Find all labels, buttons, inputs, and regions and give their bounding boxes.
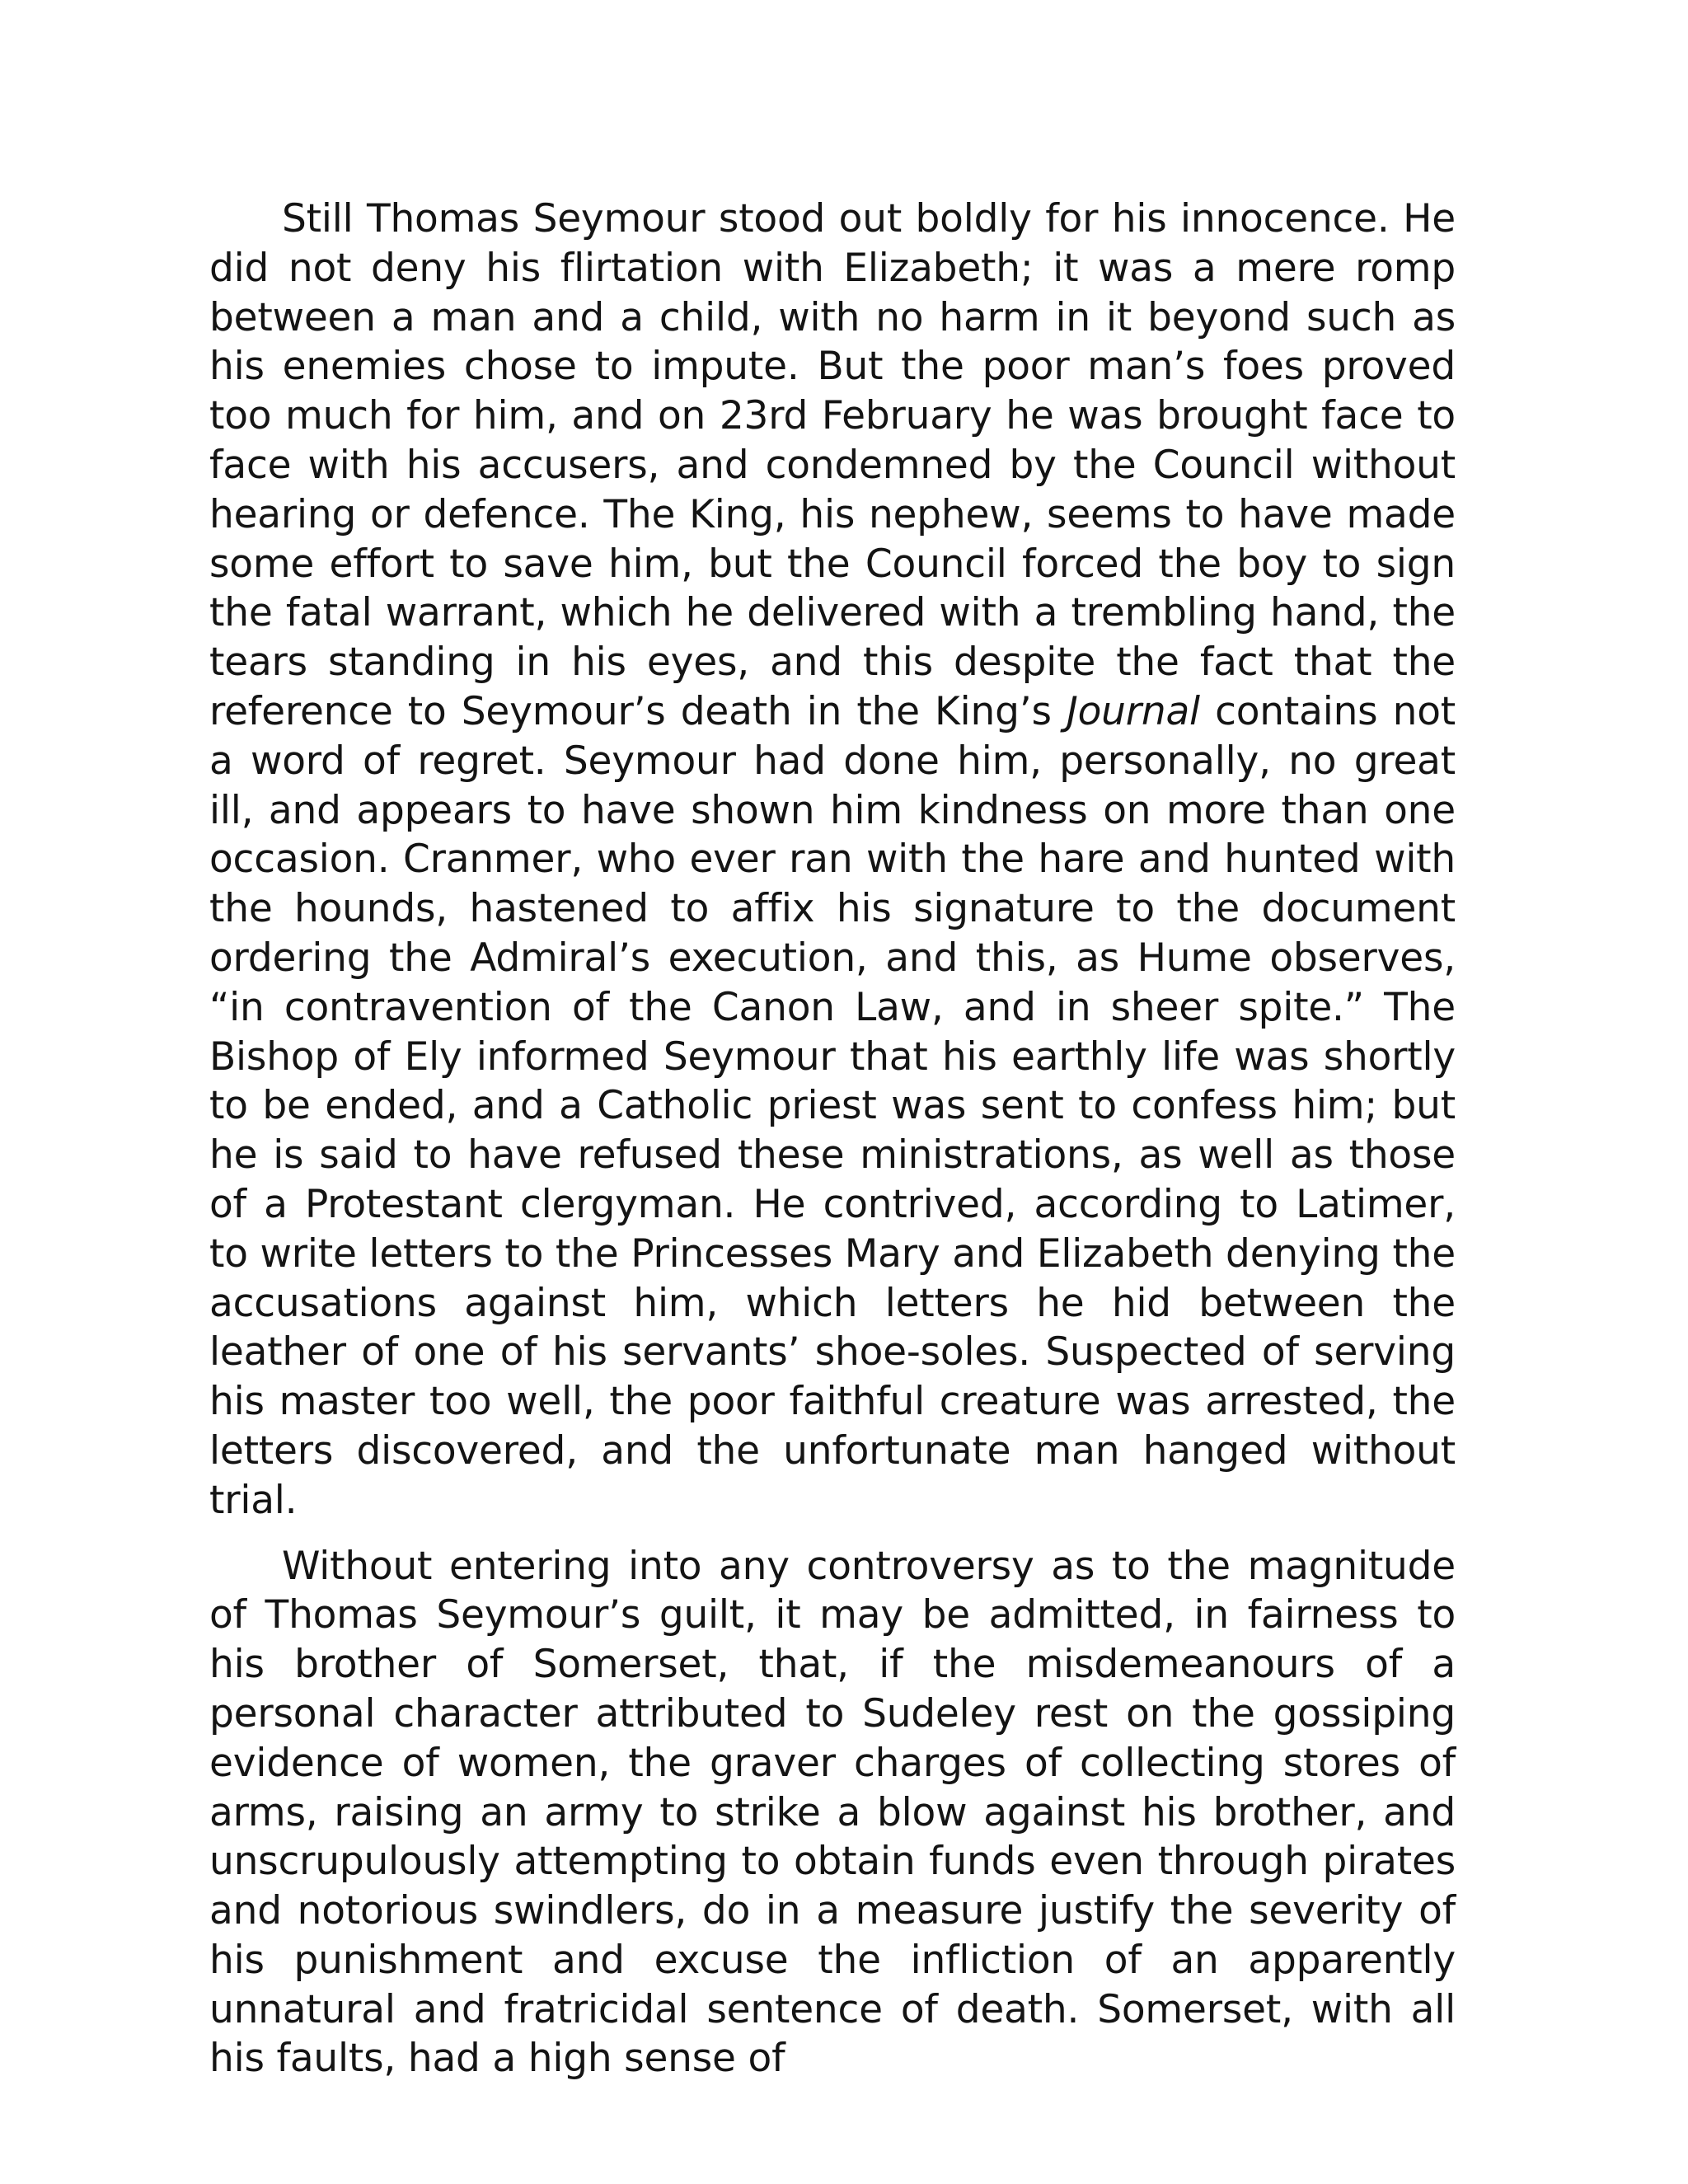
page-body — [209, 194, 1456, 2083]
paragraph-2: Without entering into any controversy as to the magnitude of Thomas Seymour’s guilt, it may be admitted, in fairness to his brother of Somerset, that, if the misdemeanours of a personal character attributed to Sudeley rest on the gossiping evidence of women, the graver charges of collecting stores of arms, raising an army to strike a blow against his brother, and unscrupulously attempting to obtain funds even through pirates and notorious swindlers, do in a measure justify the severity of his punishment and excuse the infliction of an apparently unnatural and fratricidal sentence of death. Somerset, with all his faults, had a high sense of — [209, 1543, 1456, 2082]
paragraph-1-text-start: Still Thomas Seymour stood out boldly for his innocence. He did not deny his flirtation with Elizabeth; it was a mere romp between a man and a child, with no harm in it beyond such as his enemies chose to impute. But the poor man’s foes proved too much for him, and on 23rd February he was brought face to face with his accusers, and condemned by the Council without hearing or defence. The King, his nephew, seems to have made some effort to save him, but the Council forced the boy to sign the fatal warrant, which he delivered with a trembling hand, the tears standing in his eyes, and this despite the fact that the reference to Seymour’s death in the King’s — [209, 196, 1456, 734]
journal-title: Journal — [1066, 688, 1200, 734]
paragraph-1-text-end: contains not a word of regret. Seymour had done him, personally, no great ill, and appears to have shown him kindness on more than one occasion. Cranmer, who ever ran with the hare and hunted with the hounds, hastened to affix his signature to the document ordering the Admiral’s execution, and this, as Hume observes, “in contravention of the Canon Law, and in sheer spite.” The Bishop of Ely informed Seymour that his earthly life was shortly to be ended, and a Catholic priest was sent to confess him; but he is said to have refused these ministrations, as well as those of a Protestant clergyman. He contrived, according to Latimer, to write letters to the Princesses Mary and Elizabeth denying the accusations against him, which letters he hid between the leather of one of his servants’ shoe-soles. Suspected of serving his master too well, the poor faithful creature was arrested, the letters discovered, and the unfortunate man hanged without trial. — [209, 688, 1456, 1523]
paragraph-1 — [209, 194, 1456, 1526]
